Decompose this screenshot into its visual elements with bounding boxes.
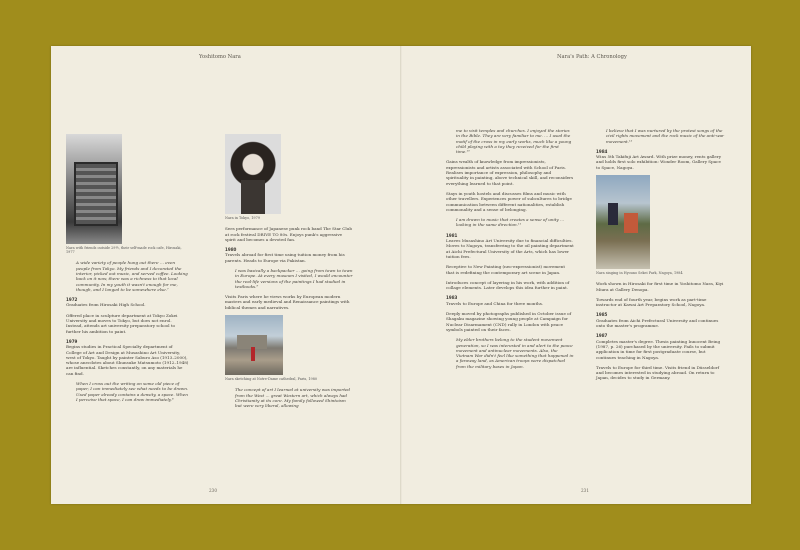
year-heading: 1972: [66, 297, 78, 303]
quote: A wide variety of people hung out there … even people from Tokyo. My friends and I decorated the interior, picked out music, and served coffee. Looking back on it now, there was a richness to that local community. In my youth it wasn't enough for me, though, and I longed to be somewhere else.⁷: [76, 260, 188, 292]
entry-text: Graduates from Aichi Prefectural University and continues onto the master's programme.: [596, 317, 719, 329]
quote: I was basically a backpacker … going from town to town in Europe. At every museum I visited, I would encounter the real-life versions of the paintings I had studied in textbooks.⁹: [235, 267, 353, 289]
year-heading: 1985: [596, 312, 608, 318]
entry-text: Deeply moved by photographs published in October issue of Shagaku magazine showing young people at Campaign for Nuclear Disarmament (CND) rally in London with peace symbols painted on their faces.: [446, 311, 572, 332]
entry-text: Wins 5th Takifuji Art Award. With prize money, rents gallery and holds first solo exhibition: Wonder Room, Gallery Space to Space, Nagoya.: [596, 154, 722, 170]
photo-nara-tokyo: [225, 134, 281, 214]
right-folio: 231: [581, 488, 589, 493]
book-spread: [51, 46, 751, 504]
photo-notre-dame: [225, 315, 283, 375]
year-heading: 1980: [225, 247, 237, 253]
entry-text: Completes master's degree. Thesis painting Innocent Being (1987, p. 26) purchased by the university. Fails to submit application in time for first postgraduate course, but continues teaching in Nagoya.: [596, 338, 721, 360]
year-heading: 1981: [446, 232, 458, 238]
caption-rock-cafe: Nara with friends outside 29½, their self-made rock cafe, Hirosaki, 1977: [66, 246, 182, 255]
entry-text: Introduces concept of layering in his work, with addition of collage elements. Later develops this idea further in paint.: [446, 279, 570, 291]
entry-text: Travels abroad for first time using tuition money from his parents. Heads to Europe via Pakistan.: [225, 252, 345, 263]
entry-text: Visits Paris where he views works by European modern masters and early medieval and Renaissance paintings with biblical themes and narratives.: [225, 294, 350, 310]
entry-text: Travels to Europe for third time. Visits friend in Düsseldorf and becomes interested in studying abroad. On return to Japan, decides to study in Germany.: [596, 364, 720, 381]
column-4: [596, 128, 724, 386]
year-heading: 1983: [446, 295, 458, 301]
quote: me to visit temples and churches. I enjoyed the stories in the Bible. They are very familiar to me. … I used the motif of the cross in my early works, much like a young child playing with a toy they received for the first time.¹⁰: [456, 128, 572, 155]
caption-notre-dame: Nara sketching at Notre-Dame cathedral, Paris, 1980: [225, 377, 318, 382]
left-running-head: Yoshitomo Nara: [199, 54, 241, 60]
caption-nara-singing: Nara singing in Hyouno Sekei Park, Nagoya, 1984: [596, 271, 683, 276]
caption-nara-tokyo: Nara in Tokyo, 1979: [225, 216, 260, 220]
entry-text: Stays in youth hostels and discusses films and music with other travellers. Experiences power of subcultures to bridge communication between different nationalities, establish commonality and a sense of belonging.: [446, 190, 572, 212]
photo-nara-singing: [596, 175, 650, 269]
year-heading: 1984: [596, 148, 608, 154]
photo-rock-cafe: [66, 134, 122, 244]
quote: My elder brothers belong to the student movement generation, so I was interested in and alert to the peace movement and antinuclear movements. Also, the Vietnam War didn't feel like something that happened in a faraway land, as American troops were dispatched from the military bases in Japan.: [456, 337, 574, 369]
right-running-head: Nara's Path: A Chronology: [557, 54, 627, 60]
entry-text: Receptive to New Painting (neo-expressionist) movement that is redefining the contemporary art scene in Japan.: [446, 264, 565, 275]
quote: I believe that I was nurtured by the protest songs of the civil rights movement and the rock music of the anti-war movement.¹²: [606, 128, 725, 144]
entry-text: Gains wealth of knowledge from impressionists, expressionists and artists associated with School of Paris. Realises importance of expression, philosophy and spirituality in painting, above technical skill, and reconsiders everything learned to that point.: [446, 159, 574, 186]
entry-text: Leaves Musashino Art University due to financial difficulties. Moves to Nagoya, transferring to the oil painting department at Aichi Prefectural University of the Arts, which has lower tuition fees.: [446, 238, 574, 259]
entry-text: Work shown in Hirosaki for first time in Yoshitomo Nara, Kiyi Miura at Gallery Denopa.: [596, 281, 724, 292]
year-heading: 1987: [596, 333, 608, 339]
book-gutter: [400, 46, 402, 504]
year-heading: 1979: [66, 338, 78, 344]
entry-text: Sees performance of Japanese punk rock band The Star Club at rock festival DRIVE TO 80s. Enjoys punk's aggressive spirit and becomes a devoted fan.: [225, 226, 353, 242]
left-folio: 230: [209, 488, 217, 493]
entry-text: Offered place in sculpture department at Tokyo Zokei University and moves to Tokyo, but does not enrol. Instead, attends art university preparatory school to further his ambition to paint.: [66, 312, 178, 334]
quote: I am drawn to music that creates a sense of unity … looking in the same direction.¹¹: [456, 217, 565, 228]
entry-text: Graduates from Hirosaki High School.: [66, 302, 146, 308]
quote: When I cross out the writing on some old piece of paper, I can immediately see what needs to be drawn. Used paper already contains a density, a space. When I perceive that space, I can draw immediately.⁸: [76, 381, 189, 402]
quote: The concept of art I learned at university was imported from the West … great Western art, which always had Christianity at its core. My family followed Shintoism but were very liberal, allowing: [235, 387, 351, 409]
column-3: [446, 128, 574, 374]
entry-text: Towards end of fourth year, begins work as part-time instructor at Kawai Art Preparatory School, Nagoya.: [596, 296, 707, 308]
column-1: [66, 134, 189, 407]
entry-text: Travels to Europe and China for three months.: [446, 300, 544, 306]
column-2: [225, 134, 353, 413]
entry-text: Begins studies in Practical Specialty department of College of Art and Design at Musashino Art University, west of Tokyo. Taught by painter Saburo Aso (1913–2000), whose anecdotes about Shunsuke Matsumoto (1912–1948) are influential. Sketches constantly, on any materials he can find.: [66, 344, 189, 376]
